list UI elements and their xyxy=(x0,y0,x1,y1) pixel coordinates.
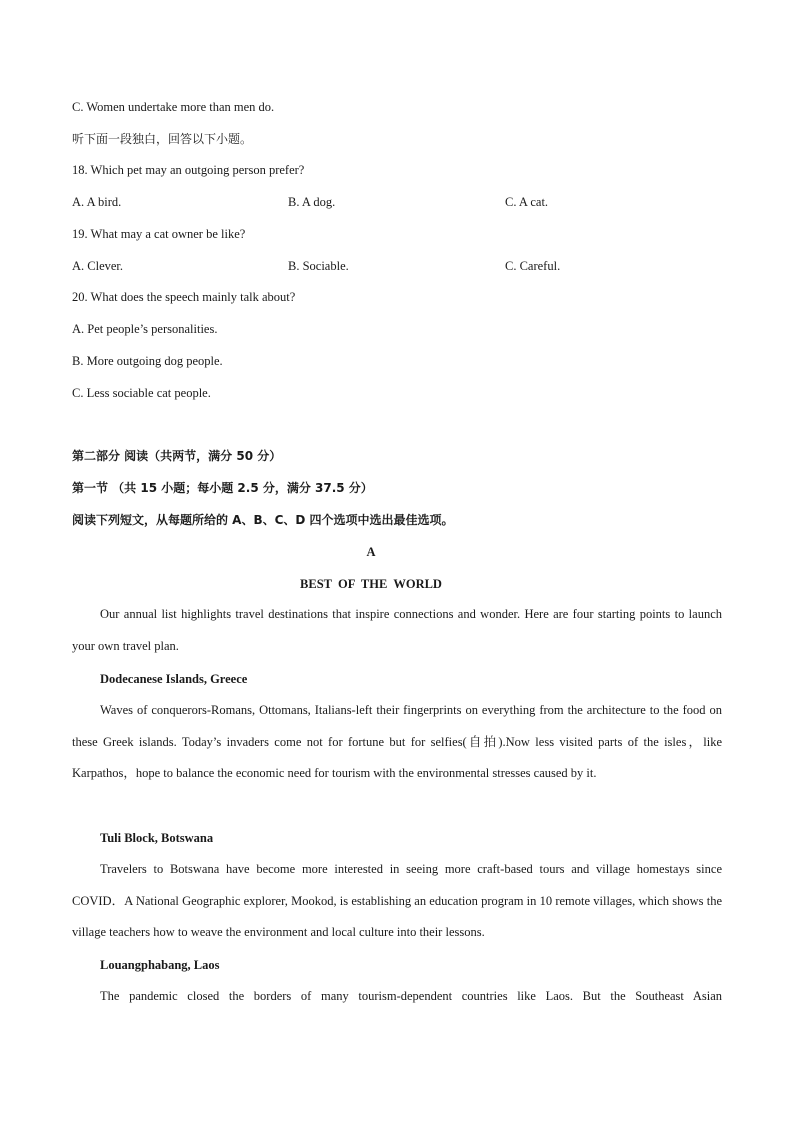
question-20-option-c: C. Less sociable cat people. xyxy=(72,386,211,400)
question-20-option-b: B. More outgoing dog people. xyxy=(72,354,223,368)
destination-text-louangphabang: The pandemic closed the borders of many tourism-dependent countries like Laos. But the Southeast Asian xyxy=(100,989,722,1003)
question-19-option-b: B. Sociable. xyxy=(288,259,349,273)
reading-section-title: 第一节 （共 15 小题；每小题 2.5 分，满分 37.5 分） xyxy=(72,481,373,495)
destination-text-dodecanese: Waves of conquerors-Romans, Ottomans, Italians-left their fingerprints on everything from the architecture to the food on these Greek islands. Today’s invaders come not for fortune but for selfies(自拍).Now less visited parts of the isles，like Karpathos，hope to balance the economic need for tourism with the environmental stresses caused by it. xyxy=(72,703,722,781)
question-18-option-b: B. A dog. xyxy=(288,195,336,209)
reading-instruction: 阅读下列短文，从每题所给的 A、B、C、D 四个选项中选出最佳选项。 xyxy=(72,513,454,527)
prev-question-option-c: C. Women undertake more than men do. xyxy=(72,100,275,114)
question-18-stem: 18. Which pet may an outgoing person prefer? xyxy=(72,163,305,177)
passage-letter: A xyxy=(366,545,376,559)
passage-intro: Our annual list highlights travel destinations that inspire connections and wonder. Here are four starting points to launch your own travel plan. xyxy=(72,607,722,653)
monologue-instruction: 听下面一段独白，回答以下小题。 xyxy=(72,132,253,146)
question-20-option-a: A. Pet people’s personalities. xyxy=(72,322,218,336)
question-20-stem: 20. What does the speech mainly talk about? xyxy=(72,290,296,304)
question-19-option-a: A. Clever. xyxy=(72,259,124,273)
question-19-option-c: C. Careful. xyxy=(505,259,561,273)
passage-title: BEST OF THE WORLD xyxy=(300,577,442,591)
destination-heading-dodecanese: Dodecanese Islands, Greece xyxy=(100,672,248,686)
destination-heading-louangphabang: Louangphabang, Laos xyxy=(100,958,220,972)
destination-text-tuli-block: Travelers to Botswana have become more interested in seeing more craft-based tours and village homestays since COVID．A National Geographic explorer, Mookod, is establishing an education program in 10 remote villages, which shows the village teachers how to weave the environment and local culture into their lessons. xyxy=(72,862,722,940)
reading-part-title: 第二部分 阅读（共两节，满分 50 分） xyxy=(72,449,282,463)
destination-heading-tuli-block: Tuli Block, Botswana xyxy=(100,831,214,845)
question-18-option-a: A. A bird. xyxy=(72,195,122,209)
question-19-stem: 19. What may a cat owner be like? xyxy=(72,227,246,241)
question-18-option-c: C. A cat. xyxy=(505,195,549,209)
